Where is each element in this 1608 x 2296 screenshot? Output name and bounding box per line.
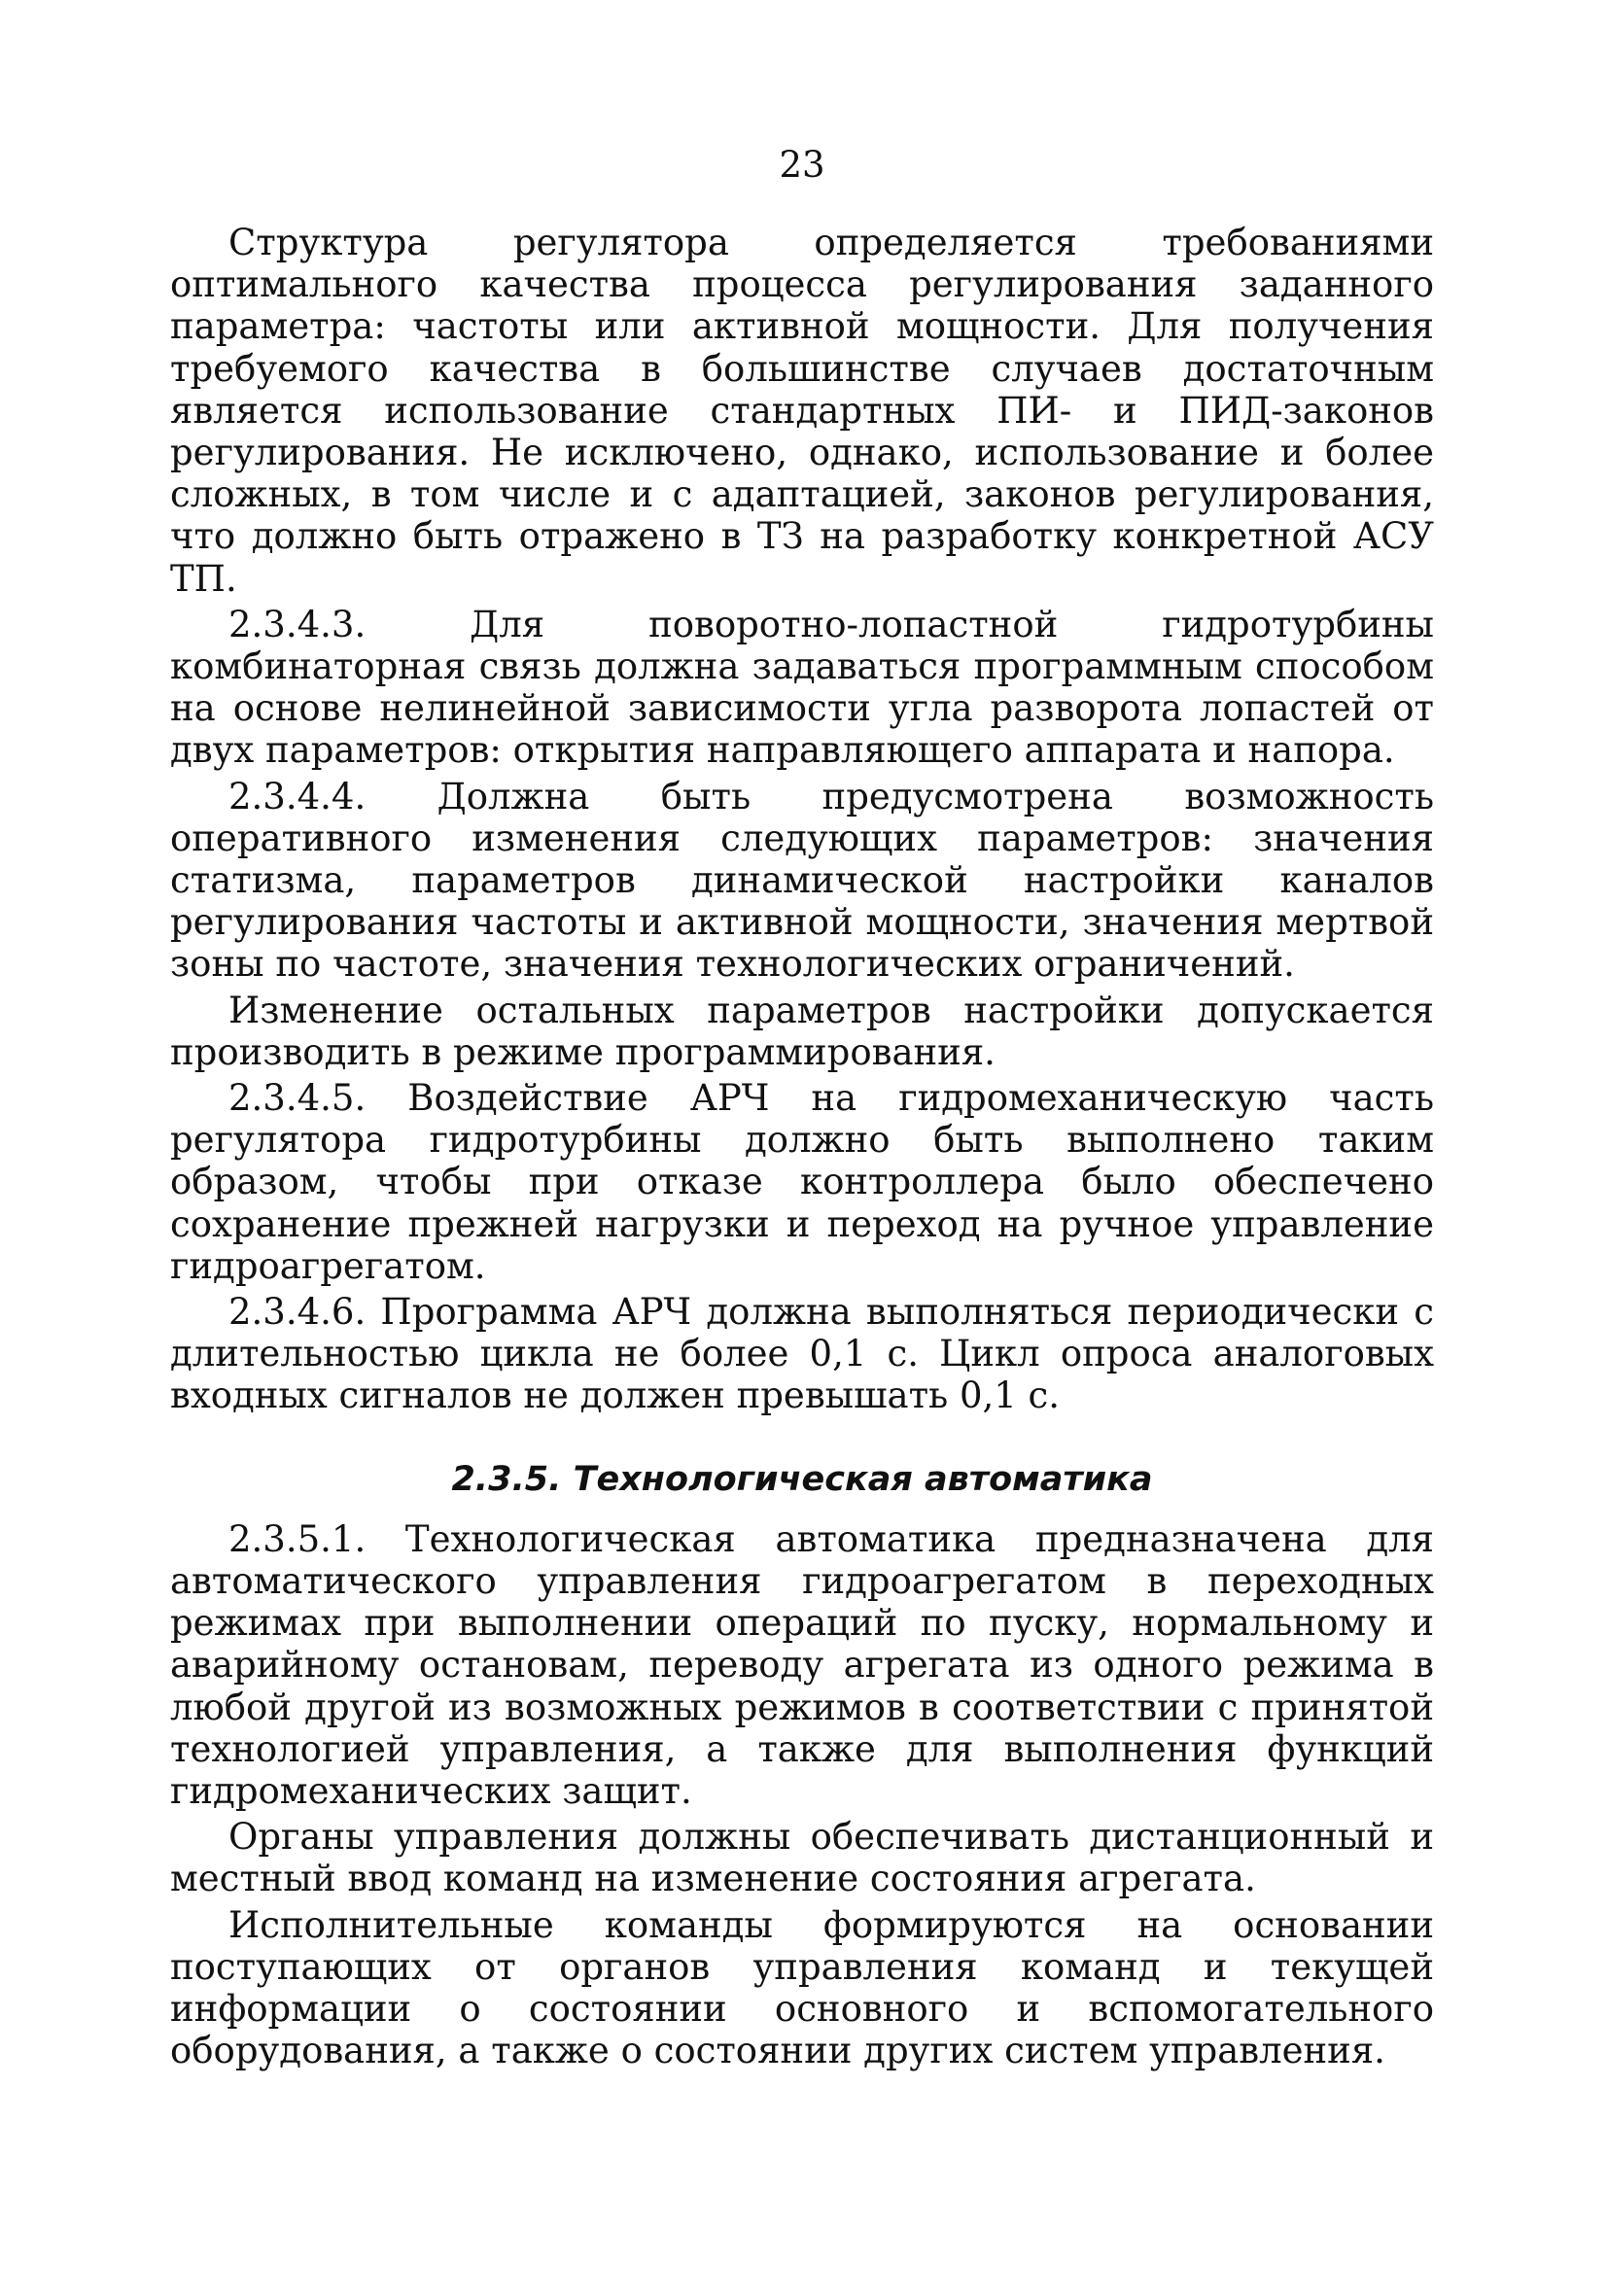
paragraph-2-3-4-6: 2.3.4.6. Программа АРЧ должна выполняться периодически с длительностью цикла не более 0,1 с. Цикл опроса аналоговых входных сигналов не должен превышать 0,1 с.	[170, 1291, 1434, 1417]
section-heading: 2.3.5. Технологическая автоматика	[451, 1459, 1153, 1499]
paragraph-executive-commands: Исполнительные команды формируются на основании поступающих от органов управления команд и текущей информации о состоянии основного и вспомогательного оборудования, а также о состоянии других систем управления.	[170, 1903, 1434, 2072]
document-page	[170, 0, 1434, 2296]
page-number: 23	[779, 144, 825, 186]
paragraph-control-organs: Органы управления должны обеспечивать дистанционный и местный ввод команд на изменение состояния агрегата.	[170, 1816, 1434, 1900]
paragraph-2-3-4-5: 2.3.4.5. Воздействие АРЧ на гидромеханическую часть регулятора гидротурбины должно быть выполнено таким образом, чтобы при отказе контроллера было обеспечено сохранение прежней нагрузки и переход на ручное управление гидроагрегатом.	[170, 1077, 1434, 1287]
paragraph-2-3-5-1: 2.3.5.1. Технологическая автоматика предназначена для автоматического управления гидроагрегатом в переходных режимах при выполнении операций по пуску, нормальному и аварийному остановам, переводу агрегата из одного режима в любой другой из возможных режимов в соответствии с принятой технологией управления, а также для выполнения функций гидромеханических защит.	[170, 1517, 1434, 1812]
paragraph-2-3-4-3: 2.3.4.3. Для поворотно-лопастной гидротурбины комбинаторная связь должна задаваться программным способом на основе нелинейной зависимости угла разворота лопастей от двух параметров: открытия направляющего аппарата и напора.	[170, 603, 1434, 772]
paragraph-2-3-4-4: 2.3.4.4. Должна быть предусмотрена возможность оперативного изменения следующих параметров: значения статизма, параметров динамической настройки каналов регулирования частоты и активной мощности, значения мертвой зоны по частоте, значения технологических ограничений.	[170, 775, 1434, 986]
paragraph-regulator-structure: Структура регулятора определяется требованиями оптимального качества процесса регулирования заданного параметра: частоты или активной мощности. Для получения требуемого качества в большинстве случаев достаточным является использование стандартных ПИ- и ПИД-законов регулирования. Не исключено, однако, использование и более сложных, в том числе и с адаптацией, законов регулирования, что должно быть отражено в ТЗ на разработку конкретной АСУ ТП.	[170, 222, 1434, 600]
paragraph-other-parameters: Изменение остальных параметров настройки допускается производить в режиме программирования.	[170, 989, 1434, 1073]
body-text	[170, 222, 1434, 2071]
